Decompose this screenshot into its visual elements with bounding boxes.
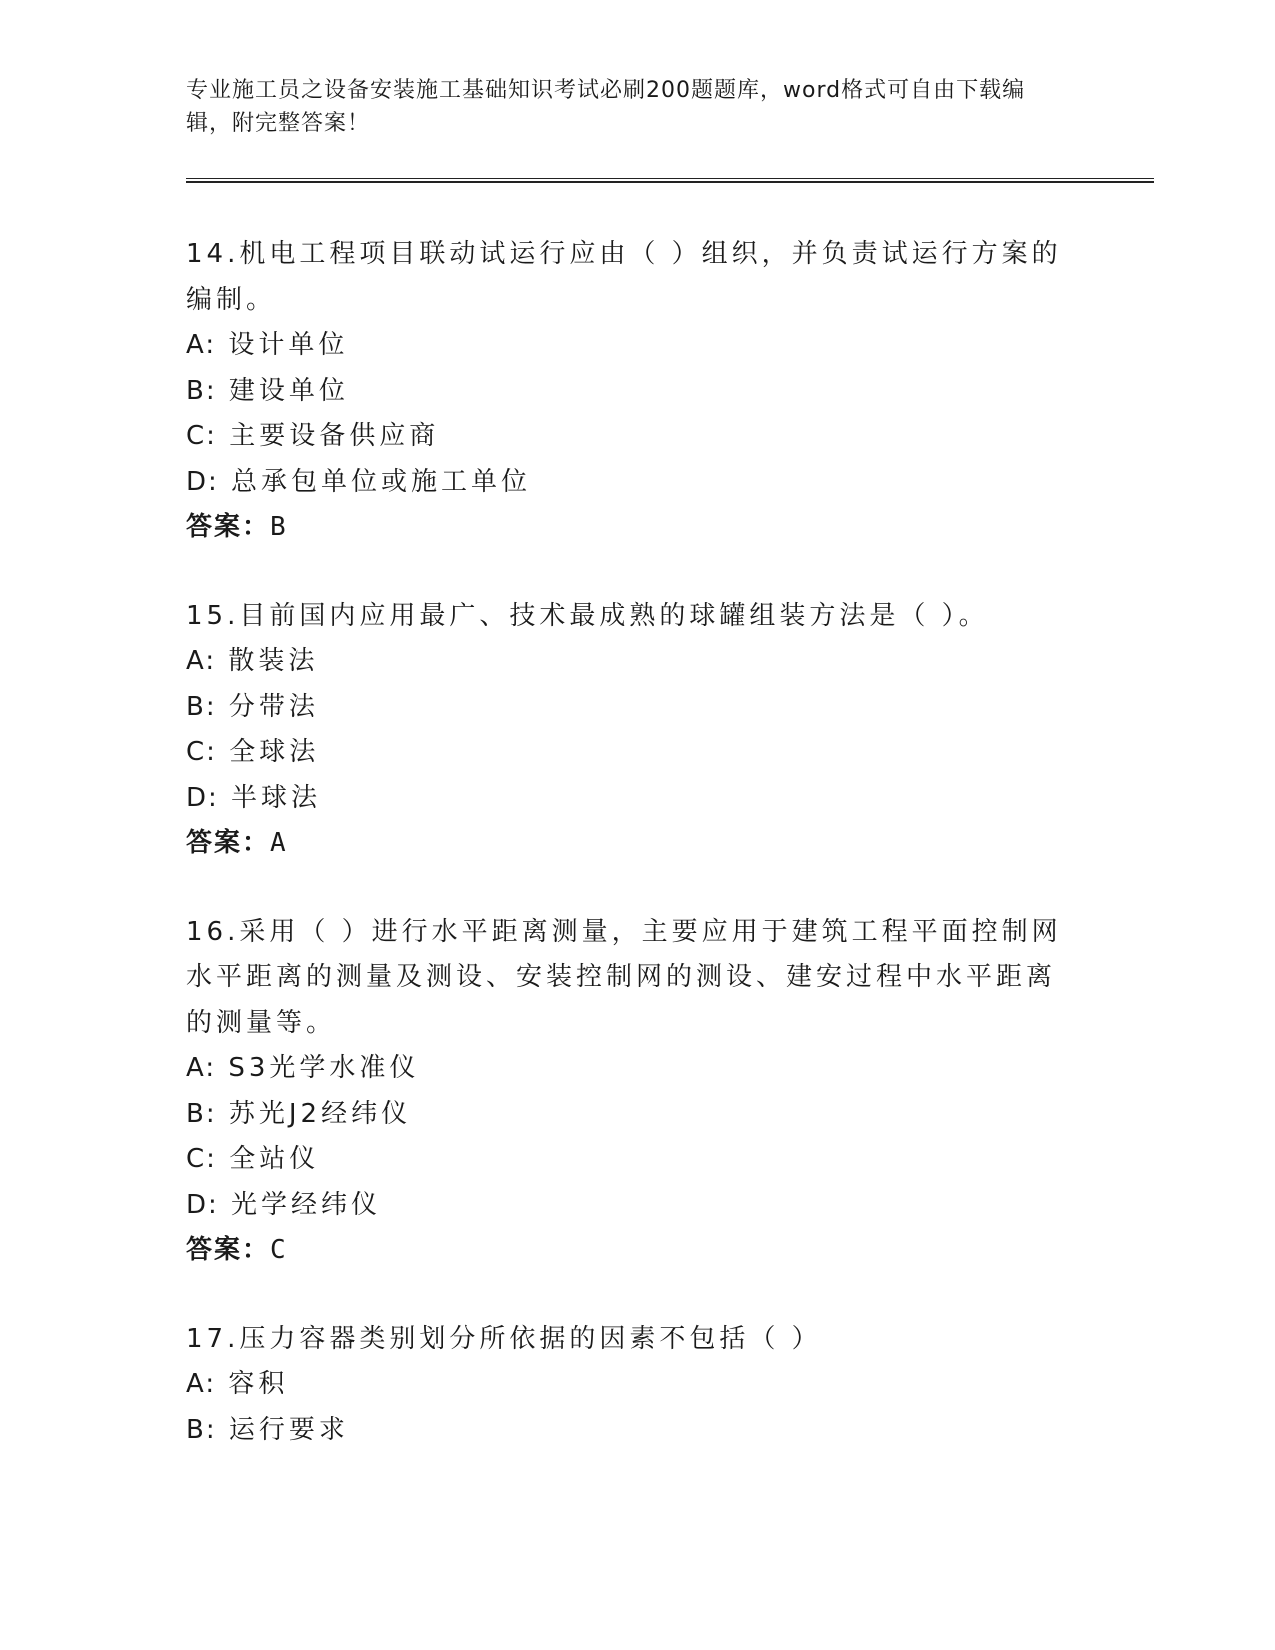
answer-option (186, 323, 1066, 369)
answer-value: B (270, 512, 287, 542)
option-letter: C: (186, 421, 217, 451)
header-divider (186, 178, 1154, 183)
option-letter: B: (186, 375, 217, 406)
answer-option (186, 776, 1066, 822)
answer-value: A (270, 828, 287, 858)
answer-option (186, 1092, 1066, 1138)
question-block (186, 1317, 1066, 1454)
answer-option (186, 460, 1066, 506)
question-text: 15.目前国内应用最广、技术最成熟的球罐组装方法是（ ）。 (186, 600, 989, 631)
option-letter: B: (186, 1098, 217, 1129)
question-block (186, 910, 1066, 1274)
option-letter: B: (186, 691, 217, 722)
option-text: 光学经纬仪 (231, 1189, 382, 1220)
question-block (186, 232, 1066, 551)
option-text: 总承包单位或施工单位 (231, 466, 532, 497)
option-text: 苏光J2经纬仪 (228, 1098, 412, 1129)
option-letter: A: (186, 646, 217, 676)
question-list (186, 232, 1066, 1496)
question-text: 14.机电工程项目联动试运行应由（ ）组织，并负责试运行方案的编制。 (186, 239, 1062, 315)
answer-label: 答案： (186, 1235, 271, 1265)
question-text: 17.压力容器类别划分所依据的因素不包括（ ） (186, 1323, 822, 1354)
option-letter: B: (186, 1414, 217, 1445)
answer-option (186, 685, 1066, 731)
answer-label: 答案： (186, 512, 271, 542)
answer-option (186, 1408, 1066, 1454)
option-letter: D: (186, 782, 219, 813)
option-letter: A: (186, 1053, 217, 1083)
option-text: 建设单位 (228, 375, 349, 406)
option-text: 设计单位 (228, 330, 349, 360)
option-text: 散装法 (228, 646, 319, 676)
question-block (186, 594, 1066, 867)
option-text: 分带法 (228, 691, 319, 722)
option-letter: C: (186, 1144, 217, 1174)
answer-option (186, 414, 1066, 460)
answer-option (186, 369, 1066, 415)
question-text: 16.采用（ ）进行水平距离测量，主要应用于建筑工程平面控制网水平距离的测量及测设、安装控制网的测设、建安过程中水平距离的测量等。 (186, 916, 1062, 1038)
answer-line (186, 505, 1066, 551)
answer-option (186, 1362, 1066, 1408)
option-text: 半球法 (231, 782, 322, 813)
option-text: S3光学水准仪 (228, 1053, 420, 1083)
option-text: 全球法 (229, 737, 320, 767)
option-text: 主要设备供应商 (229, 421, 440, 451)
answer-line (186, 1228, 1066, 1274)
answer-option (186, 1183, 1066, 1229)
answer-value: C (270, 1235, 287, 1265)
option-letter: C: (186, 737, 217, 767)
document-header: 专业施工员之设备安装施工基础知识考试必刷200题题库，word格式可自由下载编辑，附完整答案！ (186, 78, 1026, 136)
answer-option (186, 1046, 1066, 1092)
option-text: 全站仪 (229, 1144, 320, 1174)
answer-line (186, 821, 1066, 867)
answer-option (186, 730, 1066, 776)
option-letter: D: (186, 1189, 219, 1220)
option-text: 运行要求 (228, 1414, 349, 1445)
option-letter: D: (186, 466, 219, 497)
answer-label: 答案： (186, 828, 271, 858)
answer-option (186, 1137, 1066, 1183)
option-text: 容积 (228, 1369, 289, 1399)
option-letter: A: (186, 330, 217, 360)
answer-option (186, 639, 1066, 685)
option-letter: A: (186, 1369, 217, 1399)
